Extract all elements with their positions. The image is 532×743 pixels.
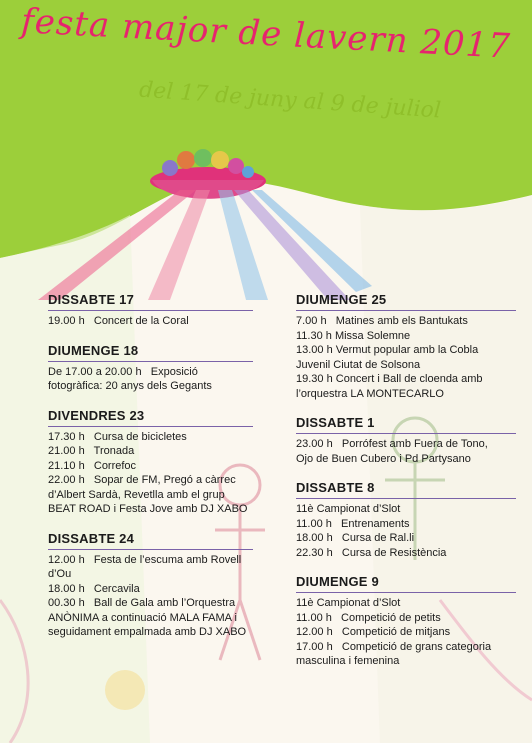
- event-line: d’Albert Sardà, Revetlla amb el grup: [48, 488, 225, 501]
- event-line: 13.00 h Vermut popular amb la Cobla: [296, 344, 479, 356]
- block-spacer: [48, 517, 253, 531]
- day-divider: [296, 498, 516, 499]
- block-spacer: [48, 394, 253, 408]
- block-spacer: [296, 401, 516, 415]
- day-divider: [48, 361, 253, 362]
- day-heading: DIVENDRES 23: [48, 407, 145, 423]
- event-line: Ojo de Buen Cubero i Pd Partysano: [296, 452, 471, 465]
- block-spacer: [48, 329, 253, 343]
- event-line: BEAT ROAD i Festa Jove amb DJ XABO: [48, 503, 248, 515]
- date-range-subtitle: del 17 de juny al 9 de juliol: [138, 77, 442, 124]
- event-line: 22.30 h Cursa de Resistència: [296, 546, 447, 559]
- event-line: 19.30 h Concert i Ball de cloenda amb: [296, 373, 483, 385]
- event-line: 18.00 h Cercavila: [48, 582, 140, 595]
- day-heading: DIUMENGE 18: [48, 342, 139, 358]
- event-line: d’Ou: [48, 568, 72, 580]
- day-heading: DIUMENGE 9: [296, 574, 379, 589]
- event-line: 17.30 h Cursa de bicicletes: [48, 430, 187, 443]
- block-spacer: [296, 560, 516, 574]
- day-divider: [296, 592, 516, 593]
- event-line: 11.00 h Competició de petits: [296, 611, 441, 624]
- event-line: fotogràfica: 20 anys dels Gegants: [48, 380, 212, 392]
- day-divider: [48, 549, 253, 550]
- day-divider: [48, 426, 253, 427]
- day-block: [296, 574, 516, 669]
- day-block: [296, 415, 516, 466]
- day-block: [48, 408, 253, 517]
- event-line: 11è Campionat d’Slot: [296, 503, 401, 515]
- event-line: 12.00 h Competició de mitjans: [296, 626, 451, 638]
- day-heading: DISSABTE 8: [296, 480, 375, 495]
- event-line: De 17.00 a 20.00 h Exposició: [48, 365, 198, 378]
- day-divider: [296, 433, 516, 434]
- event-line: 21.00 h Tronada: [48, 445, 135, 457]
- event-line: 22.00 h Sopar de FM, Pregó a càrrec: [48, 474, 236, 486]
- event-line: 17.00 h Competició de grans categoria: [296, 640, 492, 653]
- day-block: [48, 531, 253, 640]
- event-line: ANÒNIMA a continuació MALA FAMA i: [48, 611, 237, 624]
- left-schedule-column: [48, 292, 253, 640]
- block-spacer: [296, 466, 516, 480]
- event-line: 11.30 h Missa Solemne: [296, 329, 411, 342]
- event-line: Juvenil Ciutat de Solsona: [296, 358, 421, 371]
- event-line: 00.30 h Ball de Gala amb l’Orquestra: [48, 597, 236, 609]
- event-line: 11è Campionat d’Slot: [296, 597, 401, 609]
- event-line: 23.00 h Porrófest amb Fuera de Tono,: [296, 438, 488, 450]
- day-heading: DIUMENGE 25: [296, 292, 387, 307]
- event-line: 19.00 h Concert de la Coral: [48, 315, 189, 327]
- day-block: [296, 480, 516, 560]
- event-line: 21.10 h Correfoc: [48, 459, 137, 472]
- event-line: seguidament empalmada amb DJ XABO: [48, 626, 247, 638]
- day-heading: DISSABTE 17: [48, 292, 135, 307]
- event-line: 12.00 h Festa de l’escuma amb Rovell: [48, 553, 242, 566]
- event-line: 11.00 h Entrenaments: [296, 517, 410, 530]
- day-heading: DISSABTE 1: [296, 415, 375, 430]
- event-line: 7.00 h Matines amb els Bantukats: [296, 315, 468, 327]
- event-line: l’orquestra LA MONTECARLO: [296, 387, 444, 400]
- event-line: 18.00 h Cursa de Ral.li: [296, 532, 415, 544]
- event-line: masculina i femenina: [296, 655, 400, 667]
- day-heading: DISSABTE 24: [48, 530, 135, 546]
- day-divider: [48, 310, 253, 311]
- day-block: [296, 292, 516, 401]
- page-title: festa major de lavern 2017: [20, 1, 512, 67]
- day-divider: [296, 310, 516, 311]
- day-block: [48, 292, 253, 329]
- right-schedule-column: [296, 292, 516, 669]
- day-block: [48, 343, 253, 394]
